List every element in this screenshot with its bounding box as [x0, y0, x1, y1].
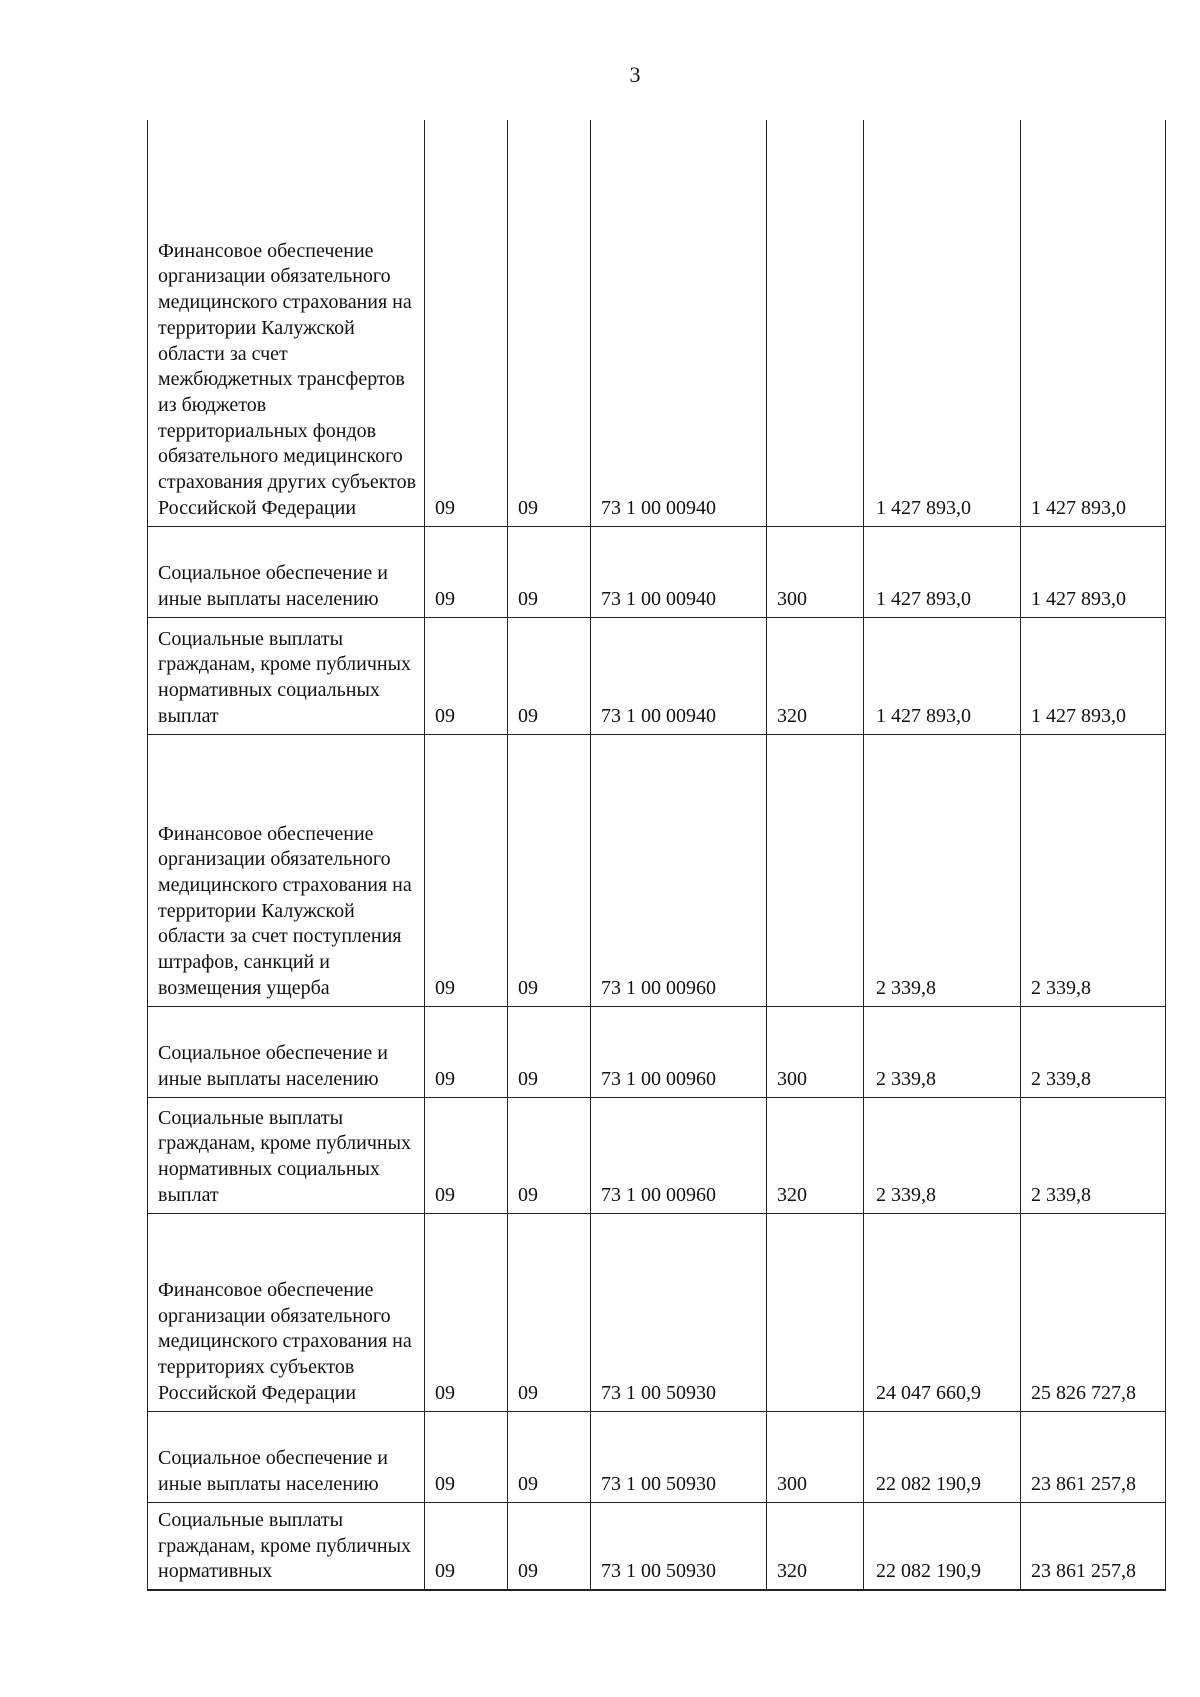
expense-type-cell: 320 [767, 1502, 864, 1590]
expense-type-cell: 320 [767, 1097, 864, 1213]
expense-name-cell: Социальное обеспечение и иные выплаты населению [148, 1411, 425, 1502]
target-article-cell: 73 1 00 00940 [591, 617, 767, 734]
amount-year-2-cell: 1 427 893,0 [1021, 526, 1166, 617]
section-code-cell: 09 [425, 1502, 508, 1590]
subsection-code-cell: 09 [508, 120, 591, 526]
amount-year-2-cell: 2 339,8 [1021, 1006, 1166, 1097]
table-row [148, 1006, 1166, 1097]
amount-year-2-cell: 2 339,8 [1021, 1097, 1166, 1213]
target-article-cell: 73 1 00 50930 [591, 1411, 767, 1502]
section-code-cell: 09 [425, 120, 508, 526]
expense-name-cell: Финансовое обеспечение организации обязательного медицинского страхования на территориях субъектов Российской Федерации [148, 1213, 425, 1411]
expense-type-cell [767, 734, 864, 1006]
table-row [148, 526, 1166, 617]
target-article-cell: 73 1 00 50930 [591, 1213, 767, 1411]
table-row [148, 1213, 1166, 1411]
expense-type-cell [767, 1213, 864, 1411]
table-row [148, 1411, 1166, 1502]
amount-year-1-cell: 2 339,8 [864, 1097, 1021, 1213]
subsection-code-cell: 09 [508, 617, 591, 734]
target-article-cell: 73 1 00 00960 [591, 1006, 767, 1097]
expense-name-cell: Финансовое обеспечение организации обязательного медицинского страхования на территории Калужской области за счет межбюджетных трансфертов из бюджетов территориальных фондов обязательного медицинского страхования других субъектов Российской Федерации [148, 120, 425, 526]
expense-name-cell: Социальное обеспечение и иные выплаты населению [148, 1006, 425, 1097]
subsection-code-cell: 09 [508, 734, 591, 1006]
expense-name-cell: Финансовое обеспечение организации обязательного медицинского страхования на территории Калужской области за счет поступления штрафов, санкций и возмещения ущерба [148, 734, 425, 1006]
expense-type-cell: 300 [767, 1411, 864, 1502]
subsection-code-cell: 09 [508, 1213, 591, 1411]
budget-table [147, 120, 1166, 1591]
target-article-cell: 73 1 00 00940 [591, 526, 767, 617]
amount-year-2-cell: 23 861 257,8 [1021, 1502, 1166, 1590]
subsection-code-cell: 09 [508, 526, 591, 617]
amount-year-1-cell: 1 427 893,0 [864, 120, 1021, 526]
target-article-cell: 73 1 00 00940 [591, 120, 767, 526]
section-code-cell: 09 [425, 1213, 508, 1411]
section-code-cell: 09 [425, 1006, 508, 1097]
amount-year-2-cell: 25 826 727,8 [1021, 1213, 1166, 1411]
amount-year-1-cell: 1 427 893,0 [864, 617, 1021, 734]
amount-year-1-cell: 22 082 190,9 [864, 1411, 1021, 1502]
expense-type-cell: 320 [767, 617, 864, 734]
target-article-cell: 73 1 00 00960 [591, 1097, 767, 1213]
expense-type-cell [767, 120, 864, 526]
expense-name-cell: Социальные выплаты гражданам, кроме публичных нормативных социальных выплат [148, 1097, 425, 1213]
target-article-cell: 73 1 00 50930 [591, 1502, 767, 1590]
expense-name-cell: Социальные выплаты гражданам, кроме публичных нормативных социальных выплат [148, 617, 425, 734]
section-code-cell: 09 [425, 526, 508, 617]
subsection-code-cell: 09 [508, 1097, 591, 1213]
amount-year-2-cell: 23 861 257,8 [1021, 1411, 1166, 1502]
amount-year-2-cell: 1 427 893,0 [1021, 617, 1166, 734]
expense-type-cell: 300 [767, 1006, 864, 1097]
subsection-code-cell: 09 [508, 1502, 591, 1590]
expense-type-cell: 300 [767, 526, 864, 617]
expense-name-cell: Социальные выплаты гражданам, кроме публичных нормативных [148, 1502, 425, 1590]
table-row [148, 1502, 1166, 1590]
amount-year-2-cell: 1 427 893,0 [1021, 120, 1166, 526]
table-row [148, 1097, 1166, 1213]
amount-year-1-cell: 22 082 190,9 [864, 1502, 1021, 1590]
amount-year-2-cell: 2 339,8 [1021, 734, 1166, 1006]
table-row [148, 120, 1166, 526]
table-row [148, 734, 1166, 1006]
amount-year-1-cell: 2 339,8 [864, 1006, 1021, 1097]
subsection-code-cell: 09 [508, 1411, 591, 1502]
section-code-cell: 09 [425, 617, 508, 734]
section-code-cell: 09 [425, 1411, 508, 1502]
subsection-code-cell: 09 [508, 1006, 591, 1097]
table-row [148, 617, 1166, 734]
amount-year-1-cell: 2 339,8 [864, 734, 1021, 1006]
amount-year-1-cell: 24 047 660,9 [864, 1213, 1021, 1411]
expense-name-cell: Социальное обеспечение и иные выплаты населению [148, 526, 425, 617]
page-number: 3 [629, 62, 641, 87]
section-code-cell: 09 [425, 734, 508, 1006]
amount-year-1-cell: 1 427 893,0 [864, 526, 1021, 617]
target-article-cell: 73 1 00 00960 [591, 734, 767, 1006]
section-code-cell: 09 [425, 1097, 508, 1213]
